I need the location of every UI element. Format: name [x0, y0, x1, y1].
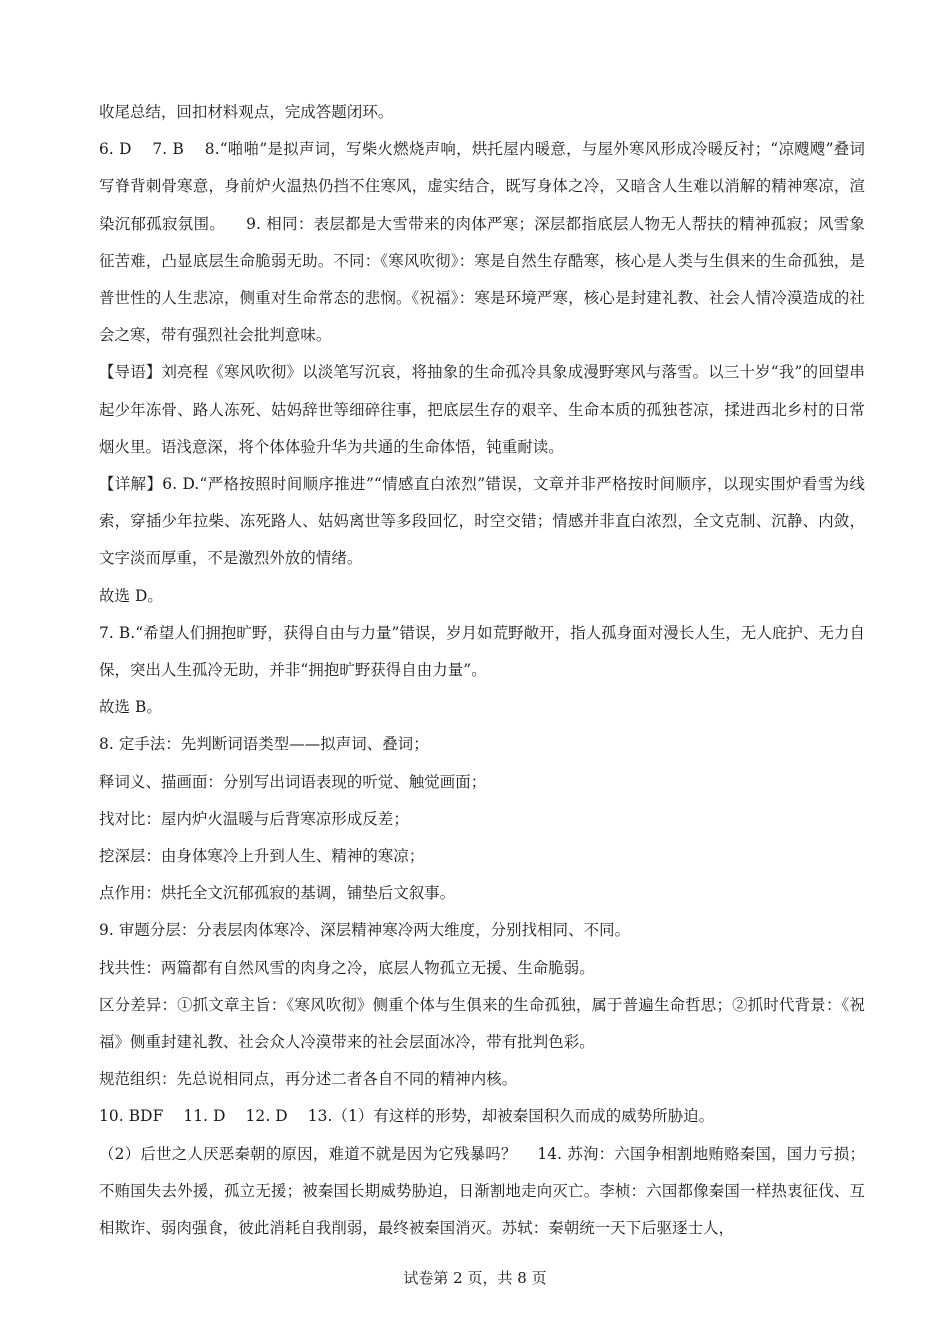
paragraph-answers-6-9: 6. D 7. B 8.“啪啪”是拟声词，写柴火燃烧声响，烘托屋内暖意，与屋外寒风形成冷暖反衬；“凉飕飕”叠词写脊背刺骨寒意，身前炉火温热仍挡不住寒风，虚实结合，既写身体之冷，又暗含人生难以消解的精神寒凉，渲染沉郁孤寂氛围。 9. 相同：表层都是大雪带来的肉体严寒；深层都指底层人物无人帮扶的精神孤寂；风雪象征苦难，凸显底层生命脆弱无助。不同：《寒风吹彻》：寒是自然生存酷寒，核心是人类与生俱来的生命孤独，是普世性的人生悲凉，侧重对生命常态的悲悯。《祝福》：寒是环境严寒，核心是封建礼教、社会人情冷漠造成的社会之寒，带有强烈社会批判意味。 [99, 140, 865, 345]
paragraph-answers-10-13: 10. BDF 11. D 12. D 13.（1）有这样的形势，却被秦国积久而成的威势所胁迫。 [99, 1107, 715, 1126]
paragraph-answers-13-14: （2）后世之人厌恶秦朝的原因，难道不就是因为它残暴吗？ 14. 苏洵：六国争相割地贿赂秦国，国力亏损；不贿国失去外援，孤立无援；被秦国长期威势胁迫，日渐割地走向灭亡。李桢：六国都像秦国一样热衷征伐、互相欺诈、弱肉强食，彼此消耗自我削弱，最终被秦国消灭。苏轼：秦朝统一天下后驱逐士人， [99, 1144, 865, 1238]
paragraph-differences: 区分差异：①抓文章主旨：《寒风吹彻》侧重个体与生俱来的生命孤独，属于普遍生命哲思；②抓时代背景：《祝福》侧重封建礼教、社会众人冷漠带来的社会层面冰冷，带有批判色彩。 [99, 995, 865, 1052]
paragraph-summary-close: 收尾总结，回扣材料观点，完成答题闭环。 [99, 103, 394, 121]
paragraph-step-function: 点作用：烘托全文沉郁孤寂的基调，铺垫后文叙事。 [99, 884, 456, 903]
paragraph-detail-9: 9. 审题分层：分表层肉体寒冷、深层精神寒冷两大维度，分别找相同、不同。 [99, 921, 631, 940]
answer-content [99, 94, 865, 1247]
paragraph-commonality: 找共性：两篇都有自然风雪的肉身之冷，底层人物孤立无援、生命脆弱。 [99, 958, 595, 977]
paragraph-step-meaning: 释词义、描画面：分别写出词语表现的听觉、触觉画面； [99, 772, 487, 791]
paragraph-introduction: 【导语】刘亮程《寒风吹彻》以淡笔写沉哀，将抽象的生命孤冷具象成漫野寒风与落雪。以三十岁“我”的回望串起少年冻骨、路人冻死、姑妈辞世等细碎往事，把底层生存的艰辛、生命本质的孤独苍凉，揉进西北乡村的日常烟火里。语浅意深，将个体体验升华为共通的生命体悟，钝重耐读。 [99, 363, 865, 456]
paragraph-step-contrast: 找对比：屋内炉火温暖与后背寒凉形成反差； [99, 809, 409, 828]
paragraph-detail-7: 7. B.“希望人们拥抱旷野，获得自由与力量”错误，岁月如荒野敞开，指人孤身面对漫长人生，无人庇护、无力自保，突出人生孤冷无助，并非“拥抱旷野获得自由力量”。 [99, 623, 865, 680]
paragraph-choose-b: 故选 B。 [99, 698, 162, 717]
paragraph-detail-6: 【详解】6. D.“严格按照时间顺序推进”“情感直白浓烈”错误，文章并非严格按时间顺序，以现实围炉看雪为线索，穿插少年拉柴、冻死路人、姑妈离世等多段回忆，时空交错；情感并非直白浓烈，全文克制、沉静、内敛，文字淡而厚重，不是激烈外放的情绪。 [99, 475, 865, 568]
paragraph-organization: 规范组织：先总说相同点，再分述二者各自不同的精神内核。 [99, 1070, 518, 1089]
page-footer: 试卷第 2 页，共 8 页 [403, 1269, 547, 1287]
paragraph-step-technique: 8. 定手法：先判断词语类型——拟声词、叠词； [99, 735, 429, 754]
paragraph-step-depth: 挖深层：由身体寒冷上升到人生、精神的寒凉； [99, 847, 425, 866]
paragraph-choose-d: 故选 D。 [99, 586, 163, 605]
